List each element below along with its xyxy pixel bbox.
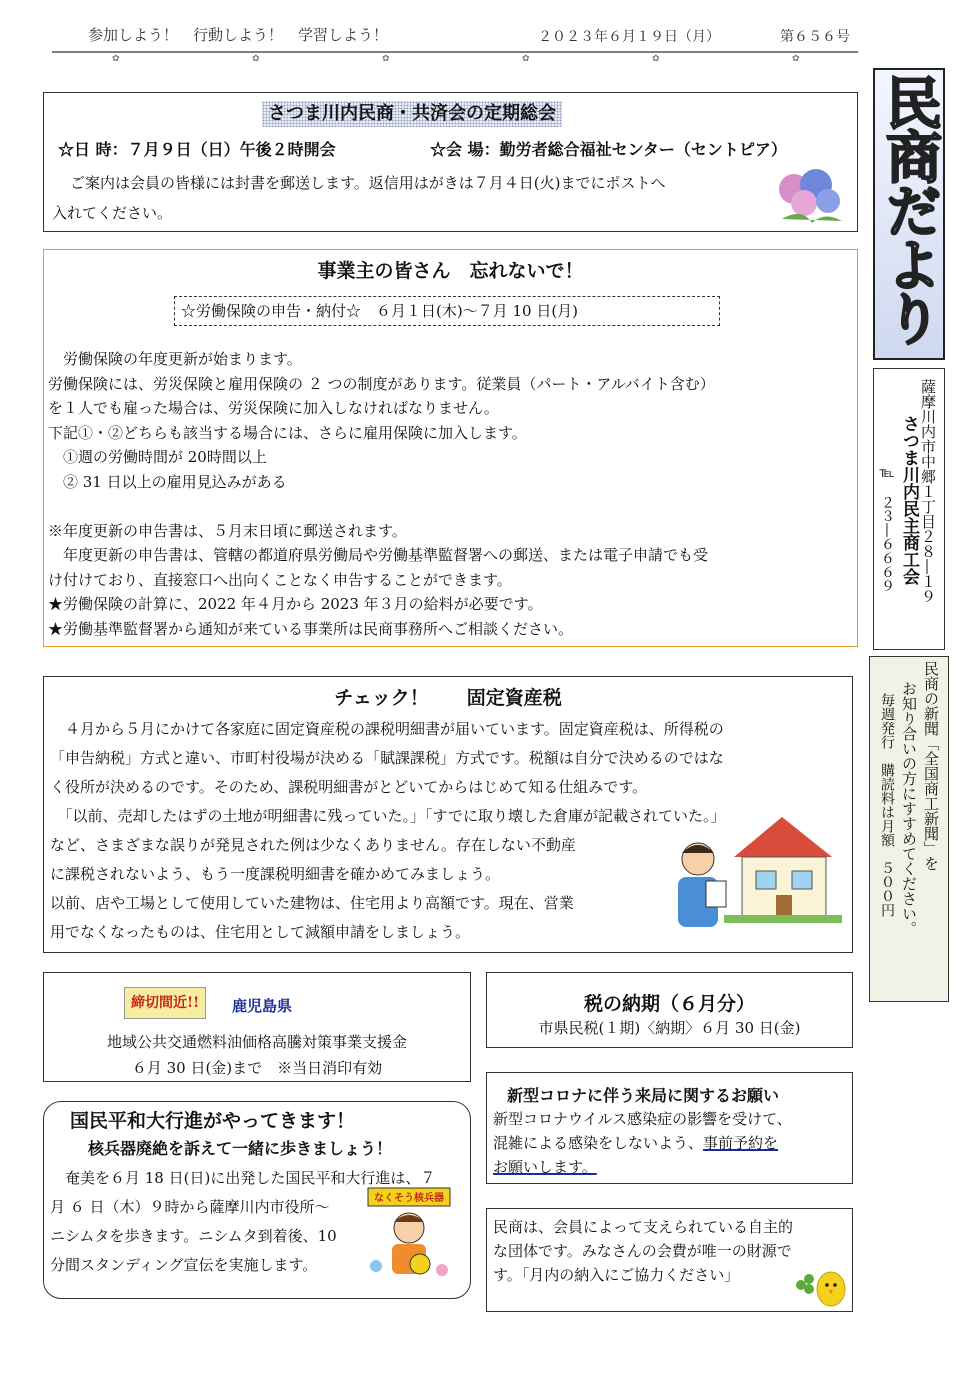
svg-text:✿: ✿ — [522, 54, 530, 62]
tax-deadline-box — [486, 972, 853, 1048]
tax-line: 「以前、売却したはずの土地が明細書に残っていた。」「すでに取り壊した倉庫が記載されていた。」 — [50, 807, 726, 825]
meeting-notice — [43, 92, 858, 232]
dues-line-2: な団体です。みなさんの会費が唯一の財源で — [493, 1242, 792, 1260]
labor-title: 事業主の皆さん 忘れないで！ — [317, 260, 584, 282]
corona-notice — [486, 1072, 853, 1184]
org-info-box — [873, 368, 945, 650]
issue-number: 第６５６号 — [780, 29, 850, 45]
labor-line: ①週の労働時間が 20時間以上 — [48, 448, 267, 466]
labor-line: 労働保険の年度更新が始まります。 — [48, 350, 302, 368]
meeting-datetime: ☆日 時：７月９日（日）午後２時開会 — [58, 140, 336, 159]
hydrangea-illustration — [772, 163, 846, 227]
deadline-title: 税の納期（６月分） — [583, 993, 755, 1015]
labor-line: ★労働保険の計算に、2022 年４月から 2023 年３月の給料が必要です。 — [48, 595, 543, 613]
peace-line: ニシムタを歩きます。ニシムタ到着後、10 — [50, 1227, 337, 1245]
org-address: 薩摩川内市中郷１丁目２８―１９ — [919, 379, 937, 604]
tax-title: チェック！ 固定資産税 — [334, 687, 562, 709]
deadline-badge: 締切間近!! — [124, 987, 206, 1019]
tax-body-short — [50, 831, 660, 947]
tax-line: 「申告納税」方式と違い、市町村役場が決める「賦課課税」方式です。税額は自分で決めるのではな — [50, 749, 724, 767]
issue-date: ２０２３年６月１９日（月） — [538, 29, 720, 45]
tax-line: ４月から５月にかけて各家庭に固定資産税の課税明細書が届いています。固定資産税は、所得税の — [50, 720, 724, 738]
labor-body — [48, 347, 856, 641]
labor-line: 労働保険には、労災保険と雇用保険の ２ つの制度があります。従業員（パート・アルバイト含む） — [48, 374, 715, 393]
labor-line: け付けており、直接窓口へ出向くことなく申告することができます。 — [48, 570, 512, 589]
corona-line-2a: 混雑による感染をしないよう、 — [493, 1134, 704, 1152]
labor-line: 年度更新の申告書は、管轄の都道府県労働局や労働基準監督署への郵送、または電子申請でも受 — [48, 546, 709, 564]
subsidy-prefecture: 鹿児島県 — [232, 997, 293, 1015]
corona-title: 新型コロナに伴う来局に関するお願い — [507, 1086, 780, 1105]
house-inspection-illustration — [664, 807, 844, 935]
tax-line: に課税されないよう、もう一度課税明細書を確かめてみましょう。 — [50, 865, 501, 883]
corona-line-1: 新型コロナウイルス感染症の影響を受けて、 — [493, 1110, 792, 1128]
peace-line: 月 ６ 日（木）９時から薩摩川内市役所～ — [50, 1198, 330, 1216]
masthead-title: 民商だより — [877, 74, 942, 344]
svg-text:✿: ✿ — [792, 54, 800, 62]
sign-text: なくそう核兵器 — [374, 1193, 444, 1204]
dues-line-1: 民商は、会員によって支えられている自主的 — [493, 1218, 794, 1236]
peace-line: 分間スタンディング宣伝を実施します。 — [50, 1256, 318, 1274]
promo-line-3: 毎週発行 購読料は月額 ５００円 — [879, 693, 895, 917]
org-phone: ℡ ２３―６６６９ — [879, 465, 895, 593]
labor-line: ② 31 日以上の雇用見込みがある — [48, 472, 287, 491]
labor-insurance-notice — [43, 249, 858, 647]
slogan: 参加しよう！ 行動しよう！ 学習しよう！ — [88, 26, 389, 44]
chick-clover-illustration — [791, 1263, 849, 1309]
peace-march-notice — [43, 1101, 471, 1299]
svg-text:✿: ✿ — [382, 54, 390, 62]
property-tax-notice — [43, 676, 853, 953]
dues-line-3: す。「月内の納入にご協力ください」 — [493, 1266, 740, 1284]
labor-line: を１人でも雇った場合は、労災保険に加入しなければなりません。 — [48, 399, 499, 417]
peace-subtitle: 核兵器廃絶を訴えて一緒に歩きましょう！ — [88, 1139, 393, 1158]
labor-line: 下記①・②どちらも該当する場合には、さらに雇用保険に加入します。 — [48, 423, 527, 442]
masthead-title-box — [873, 68, 945, 360]
corona-line-2 — [493, 1131, 778, 1156]
subsidy-line-2: ６月 30 日(金)まで ※当日消印有効 — [131, 1059, 383, 1077]
org-name: さつま川内民主商工会 — [899, 415, 919, 585]
labor-line: ※年度更新の申告書は、５月末日頃に郵送されます。 — [48, 521, 407, 540]
tax-line: 以前、店や工場として使用していた建物は、住宅用より高額です。現在、営業 — [50, 894, 574, 912]
meeting-body-1: ご案内は会員の皆様には封書を郵送します。返信用はがきは７月４日(火)までにポストへ — [70, 174, 666, 192]
svg-text:✿: ✿ — [652, 54, 660, 62]
labor-line: ★労働基準監督署から通知が来ている事業所は民商事務所へご相談ください。 — [48, 619, 574, 638]
tax-line: など、さまざまな誤りが発見された例は少なくありません。存在しない不動産 — [50, 836, 576, 854]
subsidy-line-1: 地域公共交通燃料油価格高騰対策事業支援金 — [106, 1033, 407, 1051]
tax-line: 用でなくなったものは、住宅用として減額申請をしましょう。 — [50, 923, 471, 941]
peace-march-illustration — [364, 1186, 454, 1288]
corona-reservation-emphasis: 事前予約を — [703, 1134, 779, 1152]
subsidy-notice — [43, 972, 471, 1082]
svg-text:✿: ✿ — [112, 54, 120, 62]
promo-line-2: お知り合いの方にすすめてください。 — [900, 681, 918, 936]
svg-text:✿: ✿ — [252, 54, 260, 62]
peace-line: 奄美を６月 18 日(日)に出発した国民平和大行進は、７ — [50, 1169, 436, 1187]
dues-notice — [486, 1208, 853, 1312]
meeting-venue: ☆会 場：勤労者総合福祉センター（セントピア） — [430, 140, 787, 159]
deadline-line: 市県民税(１期)〈納期〉６月 30 日(金) — [538, 1019, 801, 1037]
meeting-body-2: 入れてください。 — [52, 204, 173, 222]
header-divider — [52, 46, 858, 62]
peace-title: 国民平和大行進がやってきます！ — [70, 1110, 356, 1132]
meeting-title: さつま川内民商・共済会の定期総会 — [262, 101, 562, 127]
labor-period: ☆労働保険の申告・納付☆ ６月１日(木)～７月 10 日(月) — [174, 296, 720, 326]
tax-line: く役所が決めるのです。そのため、課税明細書がとどいてからはじめて知る仕組みです。 — [50, 778, 648, 796]
labor-line-blank — [48, 494, 856, 519]
corona-line-3: お願いします。 — [493, 1158, 597, 1176]
promo-line-1: 民商の新聞「全国商工新聞」を — [922, 661, 940, 871]
newspaper-promo — [869, 656, 949, 1002]
